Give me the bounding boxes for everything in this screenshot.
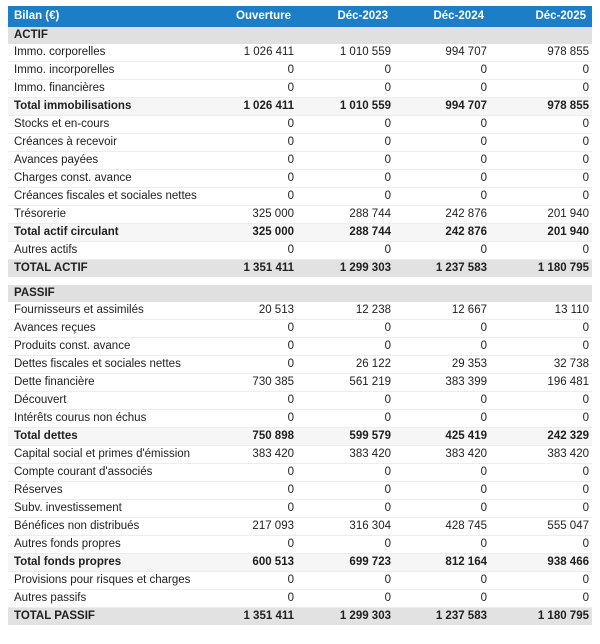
- cell-value: 699 723: [297, 554, 394, 572]
- cell-value: 0: [200, 572, 297, 590]
- cell-value: 0: [200, 356, 297, 374]
- cell-value: 0: [490, 410, 592, 428]
- cell-value: 0: [297, 338, 394, 356]
- cell-value: 0: [394, 500, 490, 518]
- cell-value: 325 000: [200, 206, 297, 224]
- cell-value: 0: [297, 170, 394, 188]
- cell-value: 0: [297, 410, 394, 428]
- row-label: Bénéfices non distribués: [8, 518, 200, 536]
- cell-value: 994 707: [394, 44, 490, 62]
- row-label: Intérêts courus non échus: [8, 410, 200, 428]
- table-row: [8, 188, 592, 206]
- cell-value: 0: [200, 80, 297, 98]
- table-row: [8, 80, 592, 98]
- cell-value: 0: [490, 338, 592, 356]
- row-label: Créances à recevoir: [8, 134, 200, 152]
- cell-value: 978 855: [490, 44, 592, 62]
- cell-value: 0: [200, 188, 297, 206]
- cell-value: 0: [490, 152, 592, 170]
- total-row: [8, 608, 592, 626]
- cell-value: 1 299 303: [297, 608, 394, 626]
- table-row: [8, 500, 592, 518]
- cell-value: 196 481: [490, 374, 592, 392]
- cell-value: 0: [490, 464, 592, 482]
- row-label: Provisions pour risques et charges: [8, 572, 200, 590]
- table-row: [8, 446, 592, 464]
- cell-value: 0: [200, 242, 297, 260]
- cell-value: 0: [394, 482, 490, 500]
- cell-value: 0: [297, 80, 394, 98]
- cell-value: 1 351 411: [200, 260, 297, 278]
- cell-value: 0: [200, 500, 297, 518]
- cell-value: 0: [200, 410, 297, 428]
- cell-value: 29 353: [394, 356, 490, 374]
- table-row: [8, 338, 592, 356]
- row-label: Trésorerie: [8, 206, 200, 224]
- cell-value: 32 738: [490, 356, 592, 374]
- cell-value: 0: [297, 482, 394, 500]
- cell-value: 1 299 303: [297, 260, 394, 278]
- cell-value: 0: [490, 116, 592, 134]
- row-label: Total fonds propres: [8, 554, 200, 572]
- cell-value: 812 164: [394, 554, 490, 572]
- cell-value: 0: [200, 116, 297, 134]
- table-body: [8, 27, 592, 625]
- cell-value: 0: [297, 320, 394, 338]
- cell-value: 1 010 559: [297, 44, 394, 62]
- table-row: [8, 152, 592, 170]
- cell-value: 1 180 795: [490, 260, 592, 278]
- cell-value: 26 122: [297, 356, 394, 374]
- cell-value: 242 876: [394, 224, 490, 242]
- table-row: [8, 302, 592, 320]
- section-title: ACTIF: [8, 27, 592, 44]
- table-row: [8, 242, 592, 260]
- row-label: Autres fonds propres: [8, 536, 200, 554]
- table-row: [8, 410, 592, 428]
- cell-value: 0: [297, 242, 394, 260]
- section-title: PASSIF: [8, 285, 592, 302]
- cell-value: 217 093: [200, 518, 297, 536]
- row-label: Charges const. avance: [8, 170, 200, 188]
- row-label: Compte courant d'associés: [8, 464, 200, 482]
- cell-value: 0: [394, 152, 490, 170]
- cell-value: 13 110: [490, 302, 592, 320]
- cell-value: 0: [394, 590, 490, 608]
- table-row: [8, 374, 592, 392]
- cell-value: 12 238: [297, 302, 394, 320]
- cell-value: 383 420: [297, 446, 394, 464]
- cell-value: 0: [394, 170, 490, 188]
- cell-value: 0: [490, 170, 592, 188]
- cell-value: 0: [200, 464, 297, 482]
- cell-value: 0: [490, 536, 592, 554]
- row-label: Dettes fiscales et sociales nettes: [8, 356, 200, 374]
- row-label: Immo. financières: [8, 80, 200, 98]
- cell-value: 0: [200, 152, 297, 170]
- cell-value: 0: [490, 80, 592, 98]
- cell-value: 288 744: [297, 224, 394, 242]
- section-spacer: [8, 277, 592, 285]
- cell-value: 0: [200, 170, 297, 188]
- row-label: Avances reçues: [8, 320, 200, 338]
- row-label: Produits const. avance: [8, 338, 200, 356]
- cell-value: 383 399: [394, 374, 490, 392]
- row-label: Réserves: [8, 482, 200, 500]
- cell-value: 1 237 583: [394, 260, 490, 278]
- cell-value: 599 579: [297, 428, 394, 446]
- cell-value: 0: [200, 62, 297, 80]
- cell-value: 0: [297, 392, 394, 410]
- cell-value: 994 707: [394, 98, 490, 116]
- table-row: [8, 62, 592, 80]
- cell-value: 0: [490, 242, 592, 260]
- cell-value: 0: [394, 116, 490, 134]
- column-header-dec-2023: Déc-2023: [297, 6, 394, 27]
- table-row: [8, 206, 592, 224]
- cell-value: 0: [394, 392, 490, 410]
- cell-value: 555 047: [490, 518, 592, 536]
- cell-value: 0: [490, 572, 592, 590]
- table-row: [8, 392, 592, 410]
- cell-value: 242 329: [490, 428, 592, 446]
- row-label: Stocks et en-cours: [8, 116, 200, 134]
- cell-value: 561 219: [297, 374, 394, 392]
- subtotal-row: [8, 554, 592, 572]
- cell-value: 0: [297, 116, 394, 134]
- cell-value: 730 385: [200, 374, 297, 392]
- cell-value: 383 420: [200, 446, 297, 464]
- table-header-row: [8, 6, 592, 27]
- cell-value: 325 000: [200, 224, 297, 242]
- column-header-dec-2024: Déc-2024: [394, 6, 490, 27]
- cell-value: 12 667: [394, 302, 490, 320]
- cell-value: 0: [297, 536, 394, 554]
- cell-value: 0: [200, 536, 297, 554]
- subtotal-row: [8, 98, 592, 116]
- cell-value: 20 513: [200, 302, 297, 320]
- cell-value: 316 304: [297, 518, 394, 536]
- cell-value: 0: [394, 536, 490, 554]
- cell-value: 0: [394, 338, 490, 356]
- table-row: [8, 572, 592, 590]
- cell-value: 1 010 559: [297, 98, 394, 116]
- cell-value: 383 420: [394, 446, 490, 464]
- cell-value: 0: [297, 188, 394, 206]
- row-label: Créances fiscales et sociales nettes: [8, 188, 200, 206]
- table-row: [8, 320, 592, 338]
- cell-value: 0: [297, 464, 394, 482]
- cell-value: 425 419: [394, 428, 490, 446]
- row-label: Découvert: [8, 392, 200, 410]
- table-row: [8, 134, 592, 152]
- cell-value: 0: [490, 500, 592, 518]
- cell-value: 0: [200, 134, 297, 152]
- table-row: [8, 44, 592, 62]
- cell-value: 0: [394, 134, 490, 152]
- cell-value: 0: [394, 62, 490, 80]
- cell-value: 0: [394, 188, 490, 206]
- row-label: TOTAL PASSIF: [8, 608, 200, 626]
- cell-value: 0: [297, 500, 394, 518]
- row-label: Capital social et primes d'émission: [8, 446, 200, 464]
- subtotal-row: [8, 224, 592, 242]
- cell-value: 0: [394, 80, 490, 98]
- cell-value: 0: [490, 392, 592, 410]
- spacer-cell: [8, 277, 592, 285]
- total-row: [8, 260, 592, 278]
- table-title: Bilan (€): [8, 6, 200, 27]
- cell-value: 1 026 411: [200, 98, 297, 116]
- cell-value: 0: [200, 590, 297, 608]
- row-label: Avances payées: [8, 152, 200, 170]
- cell-value: 0: [394, 464, 490, 482]
- row-label: Immo. corporelles: [8, 44, 200, 62]
- cell-value: 0: [200, 392, 297, 410]
- section-header-row: [8, 285, 592, 302]
- cell-value: 0: [394, 410, 490, 428]
- cell-value: 0: [297, 62, 394, 80]
- table-row: [8, 590, 592, 608]
- cell-value: 0: [394, 320, 490, 338]
- cell-value: 750 898: [200, 428, 297, 446]
- row-label: Dette financière: [8, 374, 200, 392]
- cell-value: 201 940: [490, 206, 592, 224]
- row-label: Autres actifs: [8, 242, 200, 260]
- cell-value: 978 855: [490, 98, 592, 116]
- row-label: Fournisseurs et assimilés: [8, 302, 200, 320]
- section-header-row: [8, 27, 592, 44]
- row-label: Total immobilisations: [8, 98, 200, 116]
- cell-value: 0: [394, 242, 490, 260]
- column-header-dec-2025: Déc-2025: [490, 6, 592, 27]
- table-row: [8, 356, 592, 374]
- cell-value: 0: [490, 134, 592, 152]
- cell-value: 0: [200, 320, 297, 338]
- row-label: Autres passifs: [8, 590, 200, 608]
- cell-value: 0: [490, 590, 592, 608]
- cell-value: 0: [200, 338, 297, 356]
- cell-value: 1 026 411: [200, 44, 297, 62]
- cell-value: 0: [200, 482, 297, 500]
- row-label: Total dettes: [8, 428, 200, 446]
- table-row: [8, 464, 592, 482]
- column-header-ouverture: Ouverture: [200, 6, 297, 27]
- balance-sheet-table: [8, 6, 592, 625]
- cell-value: 428 745: [394, 518, 490, 536]
- cell-value: 201 940: [490, 224, 592, 242]
- table-row: [8, 116, 592, 134]
- table-row: [8, 170, 592, 188]
- cell-value: 0: [490, 62, 592, 80]
- cell-value: 938 466: [490, 554, 592, 572]
- table-row: [8, 482, 592, 500]
- cell-value: 383 420: [490, 446, 592, 464]
- cell-value: 1 351 411: [200, 608, 297, 626]
- cell-value: 1 180 795: [490, 608, 592, 626]
- cell-value: 1 237 583: [394, 608, 490, 626]
- cell-value: 600 513: [200, 554, 297, 572]
- cell-value: 0: [297, 134, 394, 152]
- cell-value: 0: [297, 572, 394, 590]
- cell-value: 242 876: [394, 206, 490, 224]
- subtotal-row: [8, 428, 592, 446]
- row-label: Immo. incorporelles: [8, 62, 200, 80]
- table-row: [8, 536, 592, 554]
- cell-value: 0: [490, 188, 592, 206]
- row-label: TOTAL ACTIF: [8, 260, 200, 278]
- table-row: [8, 518, 592, 536]
- cell-value: 0: [394, 572, 490, 590]
- row-label: Subv. investissement: [8, 500, 200, 518]
- row-label: Total actif circulant: [8, 224, 200, 242]
- cell-value: 0: [490, 482, 592, 500]
- cell-value: 288 744: [297, 206, 394, 224]
- cell-value: 0: [297, 152, 394, 170]
- cell-value: 0: [490, 320, 592, 338]
- cell-value: 0: [297, 590, 394, 608]
